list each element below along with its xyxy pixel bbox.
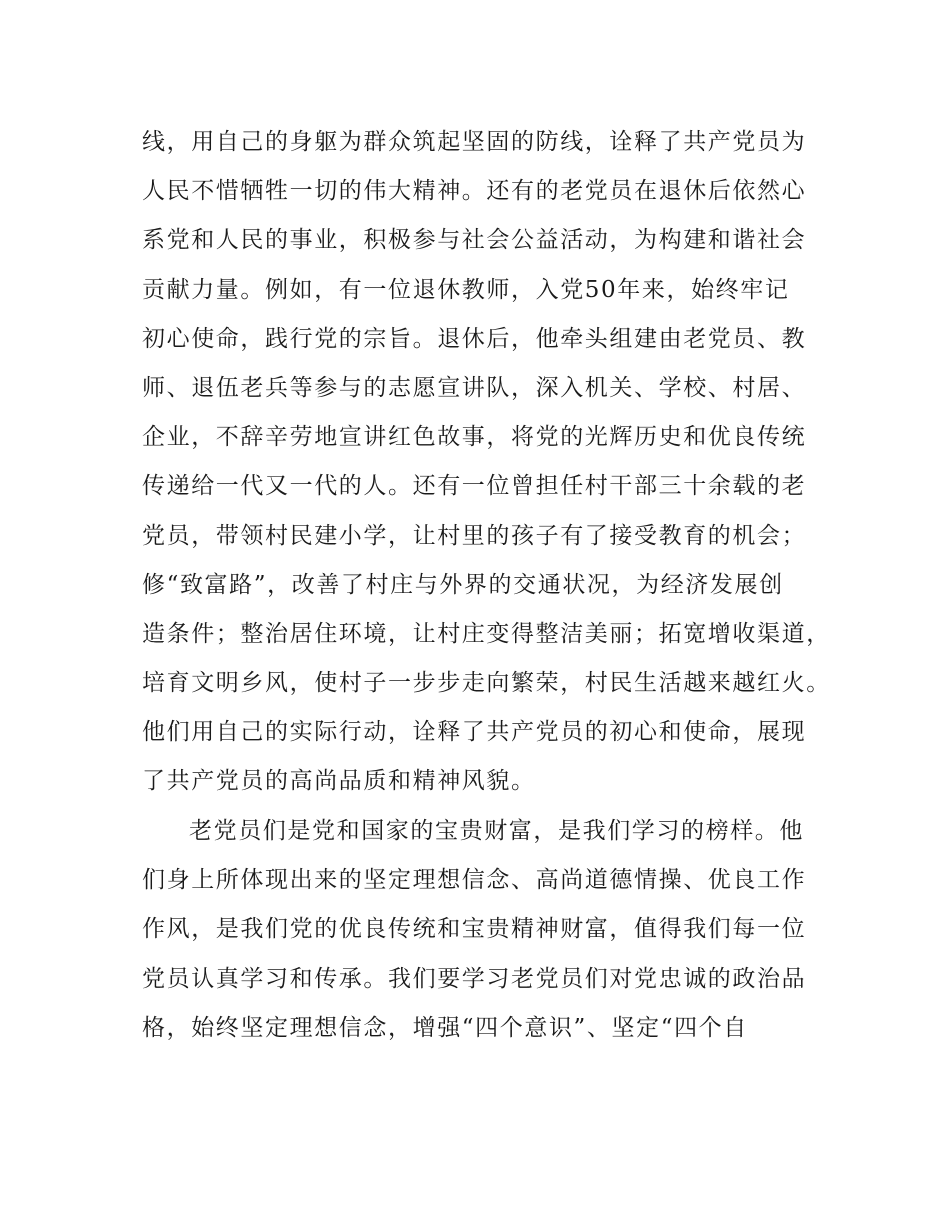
paragraph-1 [142,118,832,807]
text-line: 系党和人民的事业，积极参与社会公益活动，为构建和谐社会 [142,227,807,254]
text-line: 修“致富路”，改善了村庄与外界的交通状况，为经济发展创 [142,571,784,598]
text-line: 初心使命，践行党的宗旨。退休后，他牵头组建由老党员、教 [142,325,807,352]
text-line: 培育文明乡风，使村子一步步走向繁荣，村民生活越来越红火。 [142,670,831,697]
text-line: 师、退伍老兵等参与的志愿宣讲队，深入机关、学校、村居、 [142,374,807,401]
text-line: 线，用自己的身躯为群众筑起坚固的防线，诠释了共产党员为 [142,129,807,155]
text-line: 造条件；整治居住环境，让村庄变得整洁美丽；拓宽增收渠道， [142,620,831,647]
paragraph-2 [142,807,832,1053]
text-line: 企业，不辞辛劳地宣讲红色故事，将党的光辉历史和优良传统 [142,424,807,451]
text-line: 贡献力量。例如，有一位退休教师，入党50年来，始终牢记 [142,276,790,303]
text-line: 们身上所体现出来的坚定理想信念、高尚道德情操、优良工作 [142,867,807,894]
text-line: 格，始终坚定理想信念，增强“四个意识”、坚定“四个自 [142,1014,748,1041]
text-line: 他们用自己的实际行动，诠释了共产党员的初心和使命，展现 [142,719,807,746]
text-line: 党员认真学习和传承。我们要学习老党员们对党忠诚的政治品 [142,965,807,992]
text-line: 作风，是我们党的优良传统和宝贵精神财富，值得我们每一位 [142,916,807,943]
text-line: 传递给一代又一代的人。还有一位曾担任村干部三十余载的老 [142,473,807,500]
text-line-indented: 老党员们是党和国家的宝贵财富，是我们学习的榜样。他 [189,818,804,844]
text-line: 了共产党员的高尚品质和精神风貌。 [142,768,536,795]
text-line: 党员，带领村民建小学，让村里的孩子有了接受教育的机会； [142,522,807,549]
text-line: 人民不惜牺牲一切的伟大精神。还有的老党员在退休后依然心 [142,178,807,205]
